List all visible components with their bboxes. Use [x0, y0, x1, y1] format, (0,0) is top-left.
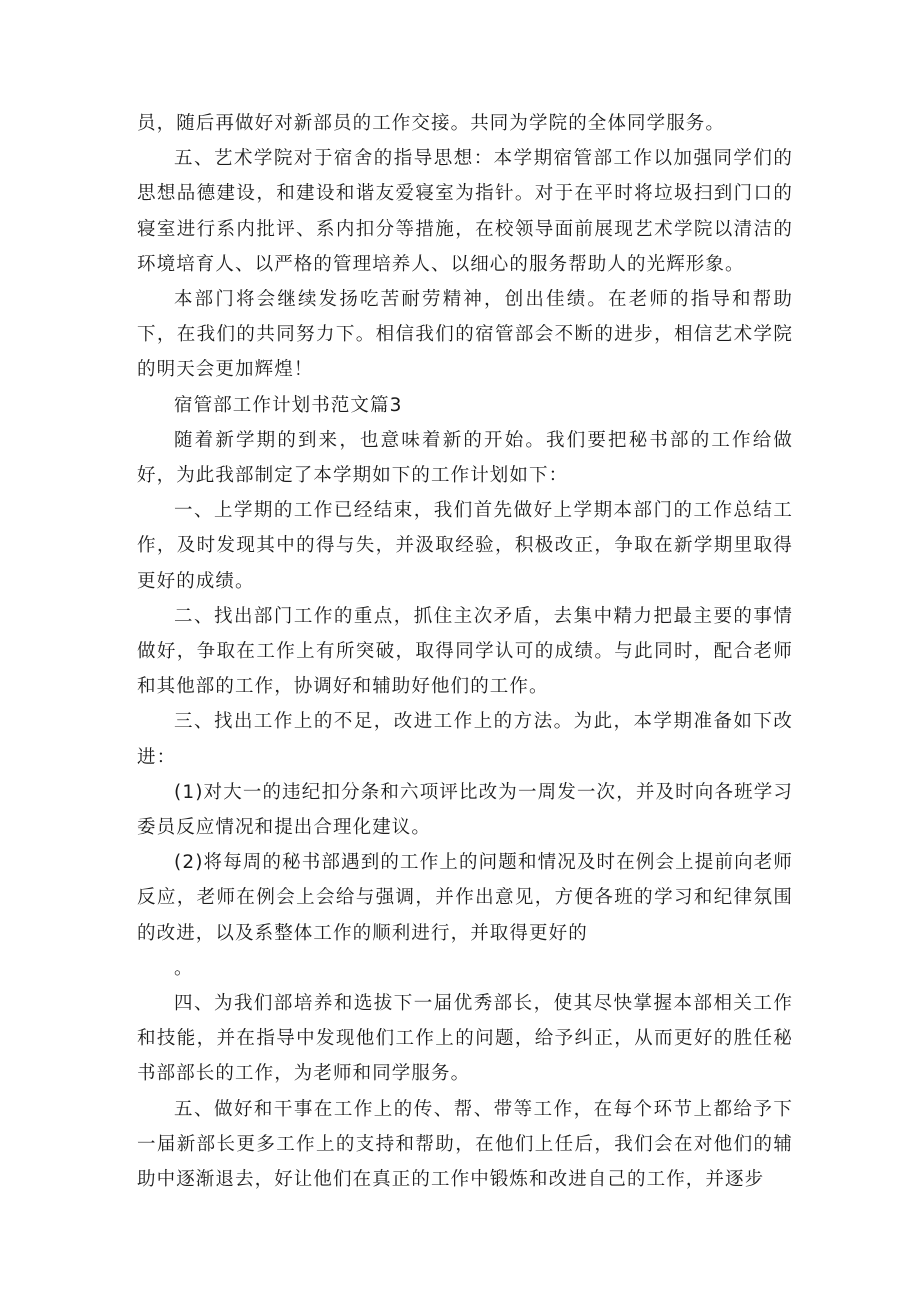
section-title: 宿管部工作计划书范文篇3 [174, 394, 403, 416]
paragraph-art-college-guideline: 五、艺术学院对于宿舍的指导思想：本学期宿管部工作以加强同学们的思想品德建设，和建设和谐友爱寝室为指针。对于在平时将垃圾扫到门口的寝室进行系内批评、系内扣分等措施，在校领导面前展现艺术学院以清洁的环境培育人、以严格的管理培养人、以细心的服务帮助人的光辉形象。 [137, 148, 793, 275]
paragraph-item-1: 一、上学期的工作已经结束，我们首先做好上学期本部门的工作总结工作，及时发现其中的得与失，并汲取经验，积极改正，争取在新学期里取得更好的成绩。 [137, 500, 793, 592]
paragraph-item-4: 四、为我们部培养和选拔下一届优秀部长，使其尽快掌握本部相关工作和技能，并在指导中发现他们工作上的问题，给予纠正，从而更好的胜任秘书部部长的工作，为老师和同学服务。 [137, 993, 793, 1085]
paragraph-department-outlook: 本部门将会继续发扬吃苦耐劳精神，创出佳绩。在老师的指导和帮助下，在我们的共同努力下。相信我们的宿管部会不断的进步，相信艺术学院的明天会更加辉煌！ [137, 289, 793, 381]
paragraph-subitem-2: (2)将每周的秘书部遇到的工作上的问题和情况及时在例会上提前向老师反应，老师在例会上会给与强调，并作出意见，方便各班的学习和纪律氛围的改进，以及系整体工作的顺利进行，并取得更好的 [137, 852, 793, 944]
paragraph-intro: 随着新学期的到来，也意味着新的开始。我们要把秘书部的工作给做好，为此我部制定了本学期如下的工作计划如下： [137, 429, 793, 487]
paragraph-stray-period: 。 [174, 957, 194, 979]
paragraph-subitem-1: (1)对大一的违纪扣分条和六项评比改为一周发一次，并及时向各班学习委员反应情况和提出合理化建议。 [137, 781, 793, 839]
document-body [137, 106, 793, 1197]
paragraph-item-5: 五、做好和干事在工作上的传、帮、带等工作，在每个环节上都给予下一届新部长更多工作上的支持和帮助，在他们上任后，我们会在对他们的辅助中逐渐退去，好让他们在真正的工作中锻炼和改进自己的工作，并逐步 [137, 1098, 793, 1191]
paragraph-item-2: 二、找出部门工作的重点，抓住主次矛盾，去集中精力把最主要的事情做好，争取在工作上有所突破，取得同学认可的成绩。与此同时，配合老师和其他部的工作，协调好和辅助好他们的工作。 [137, 605, 793, 698]
paragraph-item-3: 三、找出工作上的不足，改进工作上的方法。为此，本学期准备如下改进： [137, 711, 793, 768]
paragraph-continuation: 员，随后再做好对新部员的工作交接。共同为学院的全体同学服务。 [137, 113, 726, 134]
